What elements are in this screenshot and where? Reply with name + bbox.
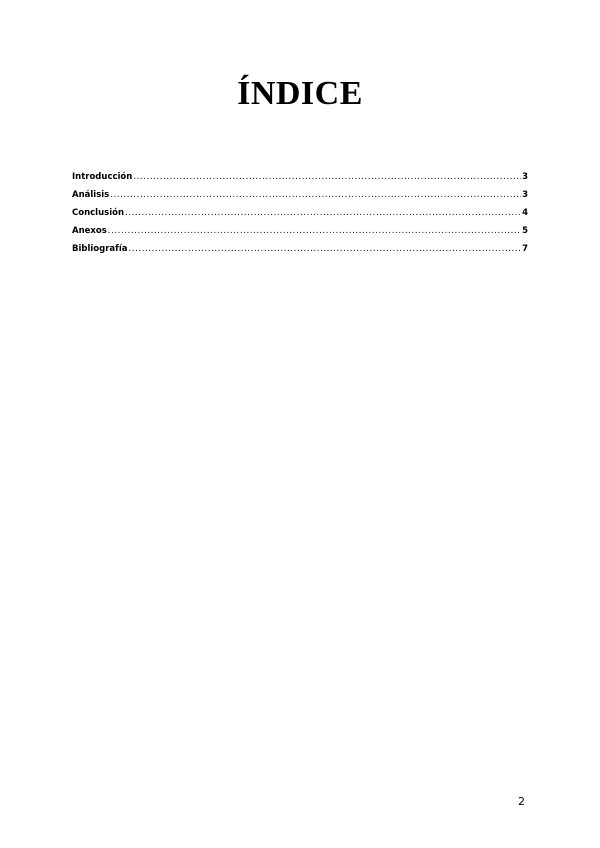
toc-entry-label[interactable]: Conclusión (72, 208, 124, 218)
toc-dot-leader (108, 222, 521, 240)
toc-entry-label[interactable]: Introducción (72, 172, 133, 182)
toc-entry-anexos[interactable] (72, 222, 528, 240)
toc-dot-leader (129, 240, 522, 258)
toc-entry-analisis[interactable] (72, 186, 528, 204)
toc-entry-page-number: 3 (522, 172, 528, 182)
toc-dot-leader (133, 168, 521, 186)
toc-dot-leader (125, 204, 521, 222)
toc-entry-introduccion[interactable] (72, 168, 528, 186)
toc-entry-label[interactable]: Bibliografía (72, 244, 128, 254)
toc-entry-page-number: 7 (522, 244, 528, 254)
toc-entry-label[interactable]: Análisis (72, 190, 110, 200)
toc-entry-page-number: 5 (522, 226, 528, 236)
toc-dot-leader (110, 186, 521, 204)
table-of-contents (72, 168, 528, 258)
toc-entry-label[interactable]: Anexos (72, 226, 107, 236)
page-number: 2 (518, 795, 525, 808)
toc-entry-page-number: 4 (522, 208, 528, 218)
page-title: ÍNDICE (237, 75, 363, 112)
toc-entry-page-number: 3 (522, 190, 528, 200)
toc-entry-conclusion[interactable] (72, 204, 528, 222)
toc-entry-bibliografia[interactable] (72, 240, 528, 258)
